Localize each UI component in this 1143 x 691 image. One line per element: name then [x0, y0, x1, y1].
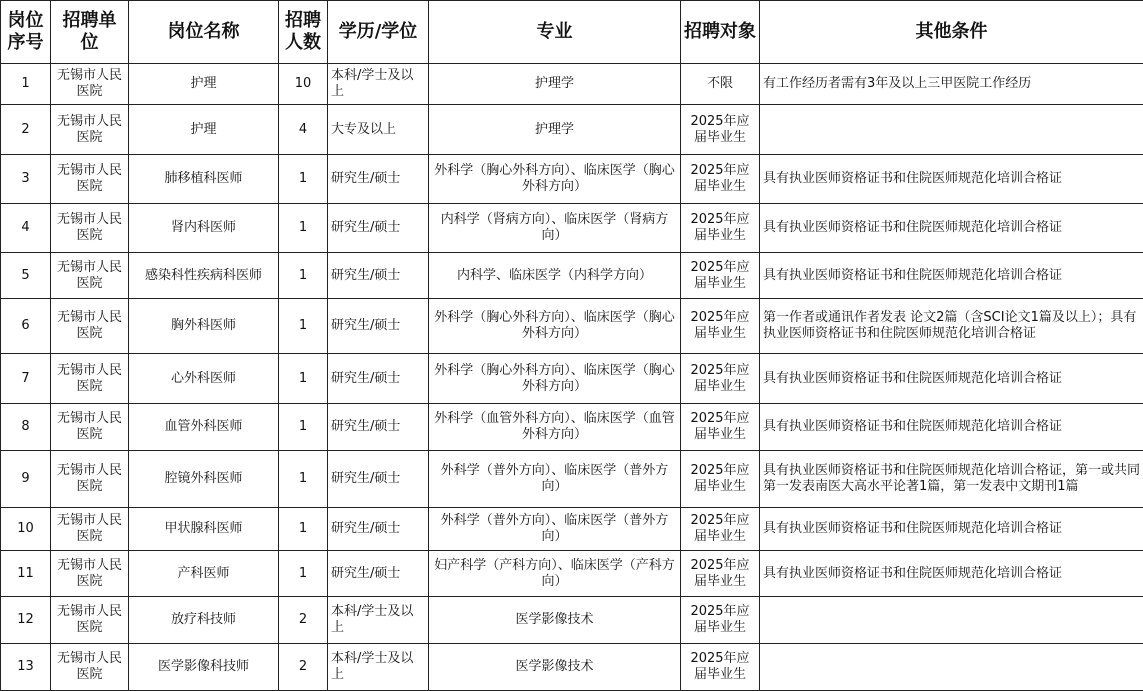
- cell-education: 研究生/硕士: [328, 253, 429, 299]
- cell-count: 1: [279, 508, 328, 551]
- cell-unit: 无锡市人民医院: [51, 299, 129, 354]
- cell-target: 2025年应届毕业生: [681, 204, 760, 253]
- cell-target: 2025年应届毕业生: [681, 508, 760, 551]
- table-row: [1, 354, 1143, 404]
- cell-position-no: 12: [1, 597, 51, 644]
- cell-target: 2025年应届毕业生: [681, 451, 760, 508]
- cell-education: 研究生/硕士: [328, 551, 429, 597]
- table-row: [1, 451, 1143, 508]
- header-count: 招聘人数: [279, 1, 328, 64]
- cell-position-no: 13: [1, 644, 51, 691]
- cell-count: 1: [279, 354, 328, 404]
- cell-count: 1: [279, 155, 328, 204]
- cell-target: 2025年应届毕业生: [681, 354, 760, 404]
- table-row: [1, 404, 1143, 451]
- table-row: [1, 105, 1143, 155]
- cell-position-name: 肺移植科医师: [129, 155, 279, 204]
- cell-education: 研究生/硕士: [328, 299, 429, 354]
- table-row: [1, 508, 1143, 551]
- table-row: [1, 597, 1143, 644]
- header-other-conditions: 其他条件: [760, 1, 1143, 64]
- cell-education: 研究生/硕士: [328, 404, 429, 451]
- cell-position-no: 10: [1, 508, 51, 551]
- cell-education: 本科/学士及以上: [328, 64, 429, 105]
- cell-position-no: 9: [1, 451, 51, 508]
- cell-position-name: 心外科医师: [129, 354, 279, 404]
- table-row: [1, 644, 1143, 691]
- cell-position-name: 护理: [129, 64, 279, 105]
- cell-education: 研究生/硕士: [328, 508, 429, 551]
- cell-target: 2025年应届毕业生: [681, 299, 760, 354]
- cell-other-conditions: 具有执业医师资格证书和住院医师规范化培训合格证: [760, 253, 1143, 299]
- table-row: [1, 551, 1143, 597]
- cell-position-name: 血管外科医师: [129, 404, 279, 451]
- cell-other-conditions: 具有执业医师资格证书和住院医师规范化培训合格证: [760, 204, 1143, 253]
- cell-education: 大专及以上: [328, 105, 429, 155]
- cell-other-conditions: [760, 644, 1143, 691]
- cell-target: 不限: [681, 64, 760, 105]
- cell-position-no: 7: [1, 354, 51, 404]
- cell-target: 2025年应届毕业生: [681, 105, 760, 155]
- cell-position-name: 甲状腺科医师: [129, 508, 279, 551]
- cell-target: 2025年应届毕业生: [681, 551, 760, 597]
- cell-count: 1: [279, 551, 328, 597]
- cell-target: 2025年应届毕业生: [681, 597, 760, 644]
- cell-position-name: 胸外科医师: [129, 299, 279, 354]
- table-row: [1, 155, 1143, 204]
- cell-major: 医学影像技术: [429, 597, 681, 644]
- header-target: 招聘对象: [681, 1, 760, 64]
- cell-unit: 无锡市人民医院: [51, 551, 129, 597]
- cell-major: 内科学（肾病方向）、临床医学（肾病方向）: [429, 204, 681, 253]
- cell-other-conditions: [760, 105, 1143, 155]
- cell-unit: 无锡市人民医院: [51, 253, 129, 299]
- cell-unit: 无锡市人民医院: [51, 64, 129, 105]
- table-row: [1, 204, 1143, 253]
- cell-position-no: 4: [1, 204, 51, 253]
- cell-count: 4: [279, 105, 328, 155]
- cell-count: 1: [279, 451, 328, 508]
- cell-major: 护理学: [429, 64, 681, 105]
- cell-target: 2025年应届毕业生: [681, 644, 760, 691]
- cell-education: 本科/学士及以上: [328, 644, 429, 691]
- cell-other-conditions: 具有执业医师资格证书和住院医师规范化培训合格证，第一或共同第一发表南医大高水平论著1篇，第一发表中文期刊1篇: [760, 451, 1143, 508]
- cell-unit: 无锡市人民医院: [51, 644, 129, 691]
- cell-education: 研究生/硕士: [328, 451, 429, 508]
- cell-position-no: 3: [1, 155, 51, 204]
- cell-unit: 无锡市人民医院: [51, 508, 129, 551]
- cell-other-conditions: 具有执业医师资格证书和住院医师规范化培训合格证: [760, 155, 1143, 204]
- table-row: [1, 299, 1143, 354]
- cell-unit: 无锡市人民医院: [51, 597, 129, 644]
- cell-unit: 无锡市人民医院: [51, 105, 129, 155]
- cell-unit: 无锡市人民医院: [51, 204, 129, 253]
- cell-position-name: 医学影像科技师: [129, 644, 279, 691]
- cell-education: 研究生/硕士: [328, 204, 429, 253]
- cell-position-name: 护理: [129, 105, 279, 155]
- header-education: 学历/学位: [328, 1, 429, 64]
- cell-count: 2: [279, 644, 328, 691]
- header-position-no: 岗位序号: [1, 1, 51, 64]
- cell-education: 研究生/硕士: [328, 155, 429, 204]
- cell-major: 内科学、临床医学（内科学方向）: [429, 253, 681, 299]
- header-major: 专业: [429, 1, 681, 64]
- cell-other-conditions: 第一作者或通讯作者发表 论文2篇（含SCI论文1篇及以上）；具有执业医师资格证书和住院医师规范化培训合格证: [760, 299, 1143, 354]
- cell-major: 外科学（胸心外科方向）、临床医学（胸心外科方向）: [429, 155, 681, 204]
- cell-position-no: 1: [1, 64, 51, 105]
- cell-other-conditions: 具有执业医师资格证书和住院医师规范化培训合格证: [760, 404, 1143, 451]
- cell-unit: 无锡市人民医院: [51, 354, 129, 404]
- cell-major: 妇产科学（产科方向）、临床医学（产科方向）: [429, 551, 681, 597]
- cell-target: 2025年应届毕业生: [681, 404, 760, 451]
- cell-position-name: 腔镜外科医师: [129, 451, 279, 508]
- cell-count: 1: [279, 204, 328, 253]
- cell-major: 医学影像技术: [429, 644, 681, 691]
- cell-position-name: 产科医师: [129, 551, 279, 597]
- cell-unit: 无锡市人民医院: [51, 155, 129, 204]
- cell-major: 外科学（普外方向）、临床医学（普外方向）: [429, 451, 681, 508]
- cell-unit: 无锡市人民医院: [51, 404, 129, 451]
- cell-education: 研究生/硕士: [328, 354, 429, 404]
- cell-position-no: 11: [1, 551, 51, 597]
- cell-position-no: 5: [1, 253, 51, 299]
- header-position-name: 岗位名称: [129, 1, 279, 64]
- table-row: [1, 64, 1143, 105]
- header-unit: 招聘单位: [51, 1, 129, 64]
- cell-count: 1: [279, 253, 328, 299]
- cell-education: 本科/学士及以上: [328, 597, 429, 644]
- cell-position-no: 6: [1, 299, 51, 354]
- cell-position-no: 2: [1, 105, 51, 155]
- cell-unit: 无锡市人民医院: [51, 451, 129, 508]
- cell-major: 外科学（血管外科方向）、临床医学（血管外科方向）: [429, 404, 681, 451]
- cell-other-conditions: 具有执业医师资格证书和住院医师规范化培训合格证: [760, 551, 1143, 597]
- cell-other-conditions: 有工作经历者需有3年及以上三甲医院工作经历: [760, 64, 1143, 105]
- cell-target: 2025年应届毕业生: [681, 155, 760, 204]
- cell-major: 外科学（普外方向）、临床医学（普外方向）: [429, 508, 681, 551]
- cell-other-conditions: [760, 597, 1143, 644]
- cell-major: 外科学（胸心外科方向）、临床医学（胸心外科方向）: [429, 299, 681, 354]
- cell-other-conditions: 具有执业医师资格证书和住院医师规范化培训合格证: [760, 508, 1143, 551]
- header-row: [1, 1, 1143, 64]
- cell-count: 10: [279, 64, 328, 105]
- cell-position-name: 肾内科医师: [129, 204, 279, 253]
- cell-major: 外科学（胸心外科方向）、临床医学（胸心外科方向）: [429, 354, 681, 404]
- cell-count: 1: [279, 299, 328, 354]
- cell-major: 护理学: [429, 105, 681, 155]
- cell-target: 2025年应届毕业生: [681, 253, 760, 299]
- cell-count: 1: [279, 404, 328, 451]
- table-row: [1, 253, 1143, 299]
- cell-position-name: 放疗科技师: [129, 597, 279, 644]
- cell-count: 2: [279, 597, 328, 644]
- cell-position-name: 感染科性疾病科医师: [129, 253, 279, 299]
- cell-position-no: 8: [1, 404, 51, 451]
- cell-other-conditions: 具有执业医师资格证书和住院医师规范化培训合格证: [760, 354, 1143, 404]
